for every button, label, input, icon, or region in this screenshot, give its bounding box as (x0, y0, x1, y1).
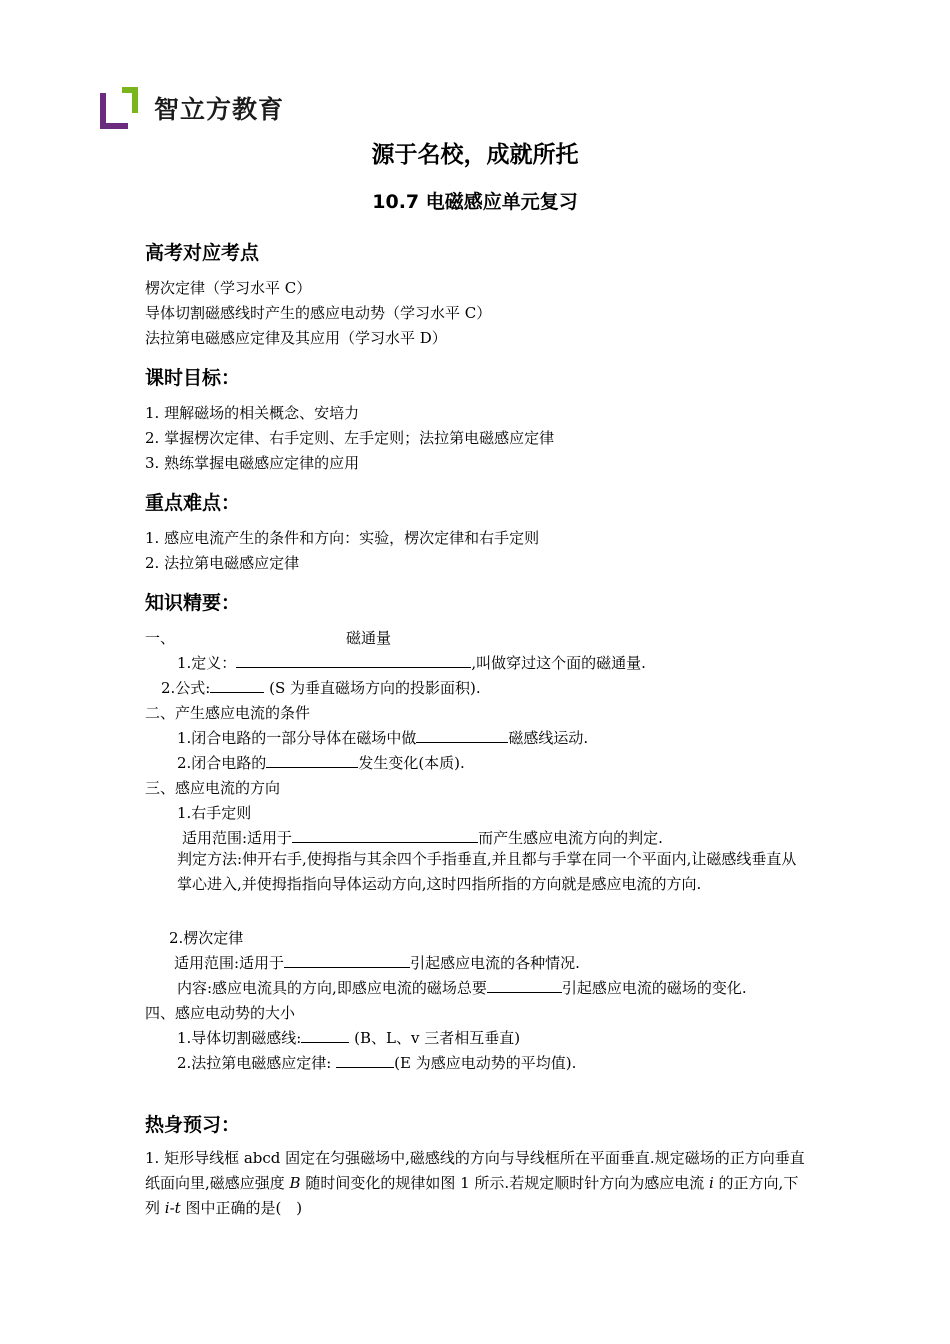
lenz-law-scope-text: 适用范围:适用于 (174, 954, 285, 972)
right-hand-rule-title: 1.右手定则 (177, 804, 252, 822)
blank-line (416, 728, 508, 743)
right-hand-rule-scope-text: 适用范围:适用于 (182, 829, 293, 847)
lenz-law-title: 2.楞次定律 (169, 929, 244, 947)
lenz-law-content-text: 内容:感应电流具的方向,即感应电流的磁场总要 (177, 979, 487, 997)
emf-item-1-tail: (B、L、v 三者相互垂直) (349, 1029, 521, 1047)
objective-item: 2. 掌握楞次定律、右手定则、左手定则；法拉第电磁感应定律 (145, 429, 555, 447)
emf-item-1 (177, 1027, 520, 1048)
condition-item-2 (177, 752, 465, 773)
exam-points-heading: 高考对应考点 (145, 242, 260, 264)
symbol-i: i (708, 1174, 714, 1192)
emf-item-2-tail: (E 为感应电动势的平均值). (394, 1054, 577, 1072)
blank-line (236, 653, 471, 668)
flux-definition-text: ,叫做穿过这个面的磁通量. (471, 654, 646, 672)
exam-point-item: 楞次定律（学习水平 C） (145, 279, 312, 297)
key-point-item: 1. 感应电流产生的条件和方向：实验，楞次定律和右手定则 (145, 529, 540, 547)
lenz-law-scope (174, 952, 580, 973)
section-1-title: 磁通量 (346, 629, 392, 647)
section-3-title: 三、感应电流的方向 (145, 779, 281, 797)
blank-line (292, 828, 478, 843)
blank-line (266, 753, 358, 768)
section-1-number: 一、 (145, 629, 176, 647)
condition-item-1 (177, 727, 588, 748)
logo-mark-icon (98, 85, 140, 131)
blank-line (487, 978, 562, 993)
question-1-text-a: 1. 矩形导线框 abcd 固定在匀强磁场中,磁感线的方向与导线框所在平面垂直.规定磁场的正方向垂直纸面向里,磁感应强度 (145, 1149, 805, 1192)
section-2-title: 二、产生感应电流的条件 (145, 704, 311, 722)
knowledge-heading: 知识精要： (145, 592, 241, 614)
key-point-item: 2. 法拉第电磁感应定律 (145, 554, 300, 572)
exam-point-item: 导体切割磁感线时产生的感应电动势（学习水平 C） (145, 304, 492, 322)
flux-definition-label: 1.定义： (177, 654, 237, 672)
blank-line (210, 678, 264, 693)
blank-line (301, 1028, 349, 1043)
emf-item-2-text: 2.法拉第电磁感应定律: (177, 1054, 337, 1072)
lenz-law-scope-tail: 引起感应电流的各种情况. (410, 954, 580, 972)
lenz-law-content-tail: 引起感应电流的磁场的变化. (561, 979, 747, 997)
section-4-title: 四、感应电动势的大小 (145, 1004, 296, 1022)
right-hand-rule-scope (182, 827, 663, 848)
key-points-heading: 重点难点： (145, 492, 241, 514)
right-hand-rule-method: 判定方法:伸开右手,使拇指与其余四个手指垂直,并且都与手掌在同一个平面内,让磁感线垂直从掌心进入,并使拇指指向导体运动方向,这时四指所指的方向就是感应电流的方向. (177, 850, 797, 893)
emf-item-1-text: 1.导体切割磁感线: (177, 1029, 302, 1047)
symbol-b: B (289, 1174, 301, 1192)
objective-item: 1. 理解磁场的相关概念、安培力 (145, 404, 360, 422)
warmup-heading: 热身预习： (145, 1114, 241, 1136)
warmup-question-1 (145, 1146, 807, 1221)
condition-item-2-tail: 发生变化(本质). (358, 754, 465, 772)
flux-formula (161, 677, 481, 698)
condition-item-1-tail: 磁感线运动. (508, 729, 589, 747)
blank-line (336, 1053, 394, 1068)
blank-line (284, 953, 410, 968)
flux-formula-text: (S 为垂直磁场方向的投影面积). (264, 679, 481, 697)
objectives-heading: 课时目标： (145, 367, 241, 389)
flux-definition (177, 652, 646, 673)
condition-item-2-text: 2.闭合电路的 (177, 754, 267, 772)
document-title: 10.7 电磁感应单元复习 (372, 191, 578, 213)
question-1-text-c: 的正方向,下列 (145, 1174, 799, 1217)
objective-item: 3. 熟练掌握电磁感应定律的应用 (145, 454, 360, 472)
exam-point-item: 法拉第电磁感应定律及其应用（学习水平 D） (145, 329, 447, 347)
logo-text: 智立方教育 (154, 95, 285, 124)
condition-item-1-text: 1.闭合电路的一部分导体在磁场中做 (177, 729, 417, 747)
question-1-text-b: 随时间变化的规律如图 1 所示.若规定顺时针方向为感应电流 (300, 1174, 709, 1192)
lenz-law-content (177, 977, 747, 998)
emf-item-2 (177, 1052, 576, 1073)
flux-formula-label: 2.公式: (161, 679, 211, 697)
slogan: 源于名校，成就所托 (371, 142, 579, 168)
right-hand-rule-scope-tail: 而产生感应电流方向的判定. (478, 829, 663, 847)
brand-logo (98, 85, 284, 131)
symbol-i-t: i-t (164, 1199, 181, 1217)
question-1-text-d: 图中正确的是( ) (180, 1199, 303, 1217)
